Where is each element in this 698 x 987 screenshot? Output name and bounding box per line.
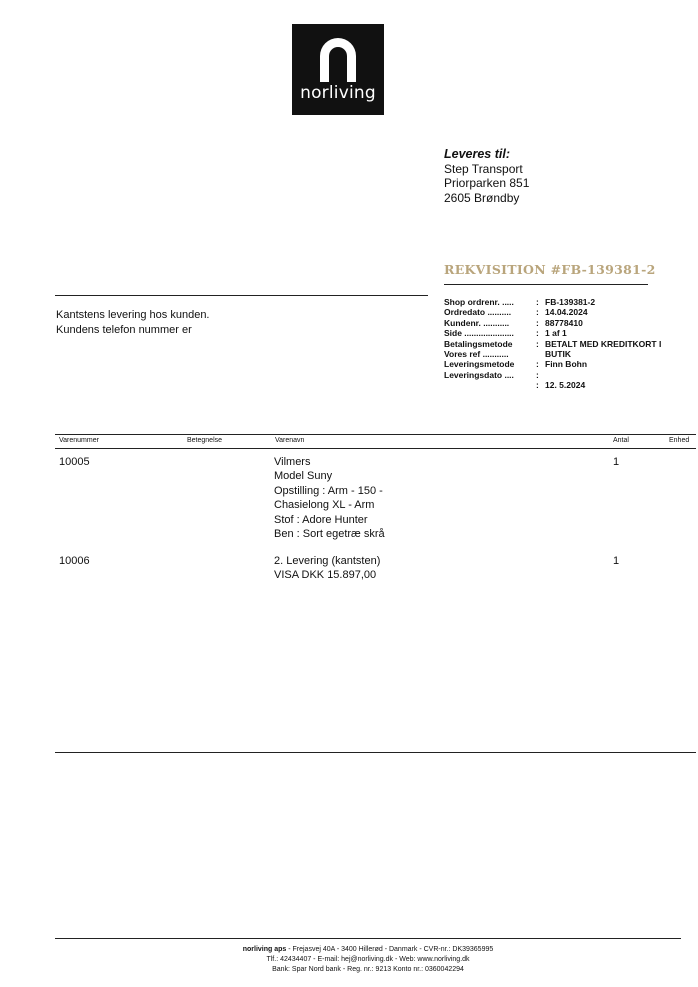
header-enhed: Enhed — [669, 437, 690, 444]
item-name-line: Stof : Adore Hunter — [274, 513, 368, 526]
item-name-line: Chasielong XL - Arm — [274, 499, 375, 512]
footer-line-2: Tlf.: 42434407 - E-mail: hej@norliving.dk - Web: www.norliving.dk — [266, 956, 470, 963]
item-name-line: Ben : Sort egetræ skrå — [274, 528, 385, 541]
item-name-line: Vilmers — [274, 456, 311, 468]
meta-label: Side ..................... — [444, 328, 514, 339]
delivery-address — [444, 147, 529, 205]
requisition-divider — [444, 284, 648, 285]
item-name — [274, 455, 385, 541]
header-varenavn: Varenavn — [275, 437, 305, 444]
meta-label: Kundenr. ........... — [444, 317, 510, 328]
item-name-line: 2. Levering (kantsten) — [274, 555, 381, 567]
item-name-line: Opstilling : Arm - 150 - — [274, 484, 383, 497]
note-line-2: Kundens telefon nummer er — [56, 324, 192, 336]
table-header-divider — [55, 448, 696, 449]
note-divider — [55, 295, 428, 296]
company-logo — [292, 24, 384, 115]
meta-label: Leveringsmetode — [444, 359, 515, 370]
item-number: 10006 — [59, 555, 90, 567]
footer-divider — [55, 938, 681, 939]
meta-label — [444, 380, 536, 390]
meta-row — [444, 307, 661, 317]
meta-row — [444, 370, 661, 380]
meta-row — [444, 359, 661, 369]
meta-colon: : — [536, 380, 539, 391]
item-number: 10005 — [59, 456, 90, 468]
meta-colon — [536, 349, 545, 359]
header-antal: Antal — [613, 437, 629, 444]
meta-label: Betalingsmetode — [444, 338, 513, 349]
meta-colon: : — [536, 359, 539, 370]
meta-row — [444, 349, 661, 359]
meta-colon: : — [536, 338, 539, 349]
meta-colon: : — [536, 307, 539, 318]
meta-row — [444, 380, 661, 390]
meta-value: Finn Bohn — [545, 359, 588, 370]
footer-line-1 — [55, 945, 681, 955]
meta-colon: : — [536, 297, 539, 307]
meta-label: Leveringsdato .... — [444, 369, 514, 380]
meta-value: BETALT MED KREDITKORT I — [545, 338, 662, 349]
delivery-title: Leveres til: — [444, 147, 511, 161]
meta-value: 88778410 — [545, 317, 583, 328]
meta-colon: : — [536, 328, 539, 339]
item-name-line: VISA DKK 15.897,00 — [274, 569, 377, 582]
meta-value: FB-139381-2 — [545, 297, 596, 307]
meta-label: Shop ordrenr. ..... — [444, 297, 514, 307]
logo-text: norliving — [300, 83, 376, 103]
delivery-street: Priorparken 851 — [444, 176, 530, 190]
item-quantity: 1 — [613, 555, 620, 567]
arch-n-icon — [320, 38, 356, 82]
meta-value: 1 af 1 — [545, 328, 567, 339]
meta-value: BUTIK — [545, 349, 571, 360]
table-top-divider — [55, 434, 696, 435]
item-name-line: Model Suny — [274, 470, 333, 483]
meta-label: Vores ref ........... — [444, 349, 509, 360]
requisition-title: REKVISITION #FB-139381-2 — [444, 262, 656, 277]
note-line-1: Kantstens levering hos kunden. — [56, 309, 210, 321]
meta-label: Ordredato .......... — [444, 307, 512, 318]
footer — [55, 945, 681, 975]
meta-row — [444, 318, 661, 328]
table-bottom-divider — [55, 752, 696, 753]
item-quantity: 1 — [613, 456, 620, 468]
meta-colon: : — [536, 317, 539, 328]
delivery-note — [56, 308, 210, 338]
footer-address: - Frejasvej 40A - 3400 Hillerød - Danmark - CVR-nr.: DK39365995 — [286, 946, 494, 953]
header-betegnelse: Betegnelse — [187, 437, 223, 444]
meta-row — [444, 328, 661, 338]
item-name — [274, 554, 380, 583]
meta-value: 14.04.2024 — [545, 307, 588, 318]
meta-value: 12. 5.2024 — [545, 380, 586, 391]
delivery-city: 2605 Brøndby — [444, 190, 520, 205]
header-varenummer: Varenummer — [59, 437, 99, 444]
meta-colon: : — [536, 369, 539, 380]
footer-company: norliving aps — [242, 946, 287, 953]
meta-row — [444, 297, 661, 307]
meta-row — [444, 339, 661, 349]
footer-line-3: Bank: Spar Nord bank - Reg. nr.: 9213 Konto nr.: 0360042294 — [272, 966, 464, 973]
delivery-name: Step Transport — [444, 161, 523, 176]
order-meta — [444, 297, 661, 391]
